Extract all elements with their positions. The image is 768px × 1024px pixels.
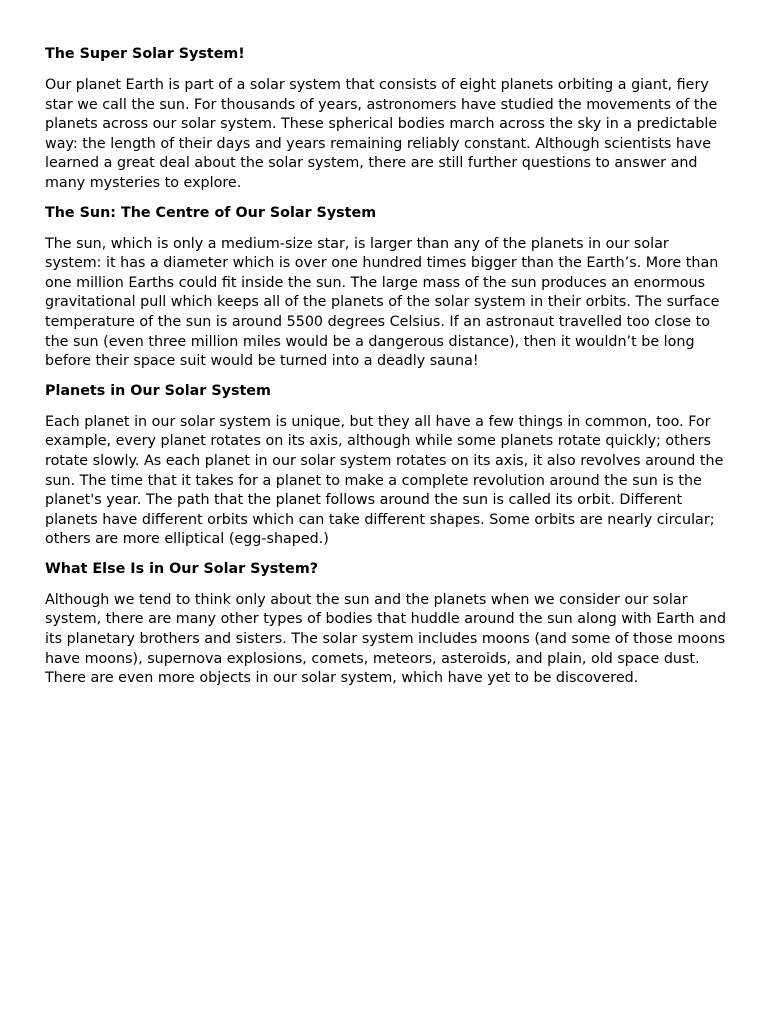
section-paragraph: Each planet in our solar system is unique, but they all have a few things in common, too. For example, every planet rotates on its axis, although while some planets rotate quickly; others rotate slowly. As each planet in our solar system rotates on its axis, it also revolves around the sun. The time that it takes for a planet to make a complete revolution around the sun is the planet's year. The path that the planet follows around the sun is called its orbit. Different planets have different orbits which can take different shapes. Some orbits are nearly circular; others are more elliptical (egg-shaped.) — [45, 413, 724, 548]
section-paragraph: Our planet Earth is part of a solar system that consists of eight planets orbiting a giant, fiery star we call the sun. For thousands of years, astronomers have studied the movements of the planets across our solar system. These spherical bodies march across the sky in a predictable way: the length of their days and years remaining reliably constant. Although scientists have learned a great deal about the solar system, there are still further questions to answer and many mysteries to explore. — [45, 77, 718, 191]
section-intro — [45, 45, 728, 194]
section-sun — [45, 204, 728, 372]
section-heading: What Else Is in Our Solar System? — [45, 560, 319, 577]
section-heading: The Sun: The Centre of Our Solar System — [45, 204, 377, 221]
section-paragraph: The sun, which is only a medium-size star, is larger than any of the planets in our solar system: it has a diameter which is over one hundred times bigger than the Earth’s. More than one million Earths could fit inside the sun. The large mass of the sun produces an enormous gravitational pull which keeps all of the planets of the solar system in their orbits. The surface temperature of the sun is around 5500 degrees Celsius. If an astronaut travelled too close to the sun (even three million miles would be a dangerous distance), then it wouldn’t be long before their space suit would be turned into a deadly sauna! — [45, 235, 720, 370]
section-heading: The Super Solar System! — [45, 46, 245, 62]
section-heading: Planets in Our Solar System — [45, 382, 271, 399]
section-what-else — [45, 560, 728, 689]
section-paragraph: Although we tend to think only about the sun and the planets when we consider our solar system, there are many other types of bodies that huddle around the sun along with Earth and its planetary brothers and sisters. The solar system includes moons (and some of those moons have moons), supernova explosions, comets, meteors, asteroids, and plain, old space dust. There are even more objects in our solar system, which have yet to be discovered. — [45, 591, 727, 687]
section-planets — [45, 382, 728, 550]
